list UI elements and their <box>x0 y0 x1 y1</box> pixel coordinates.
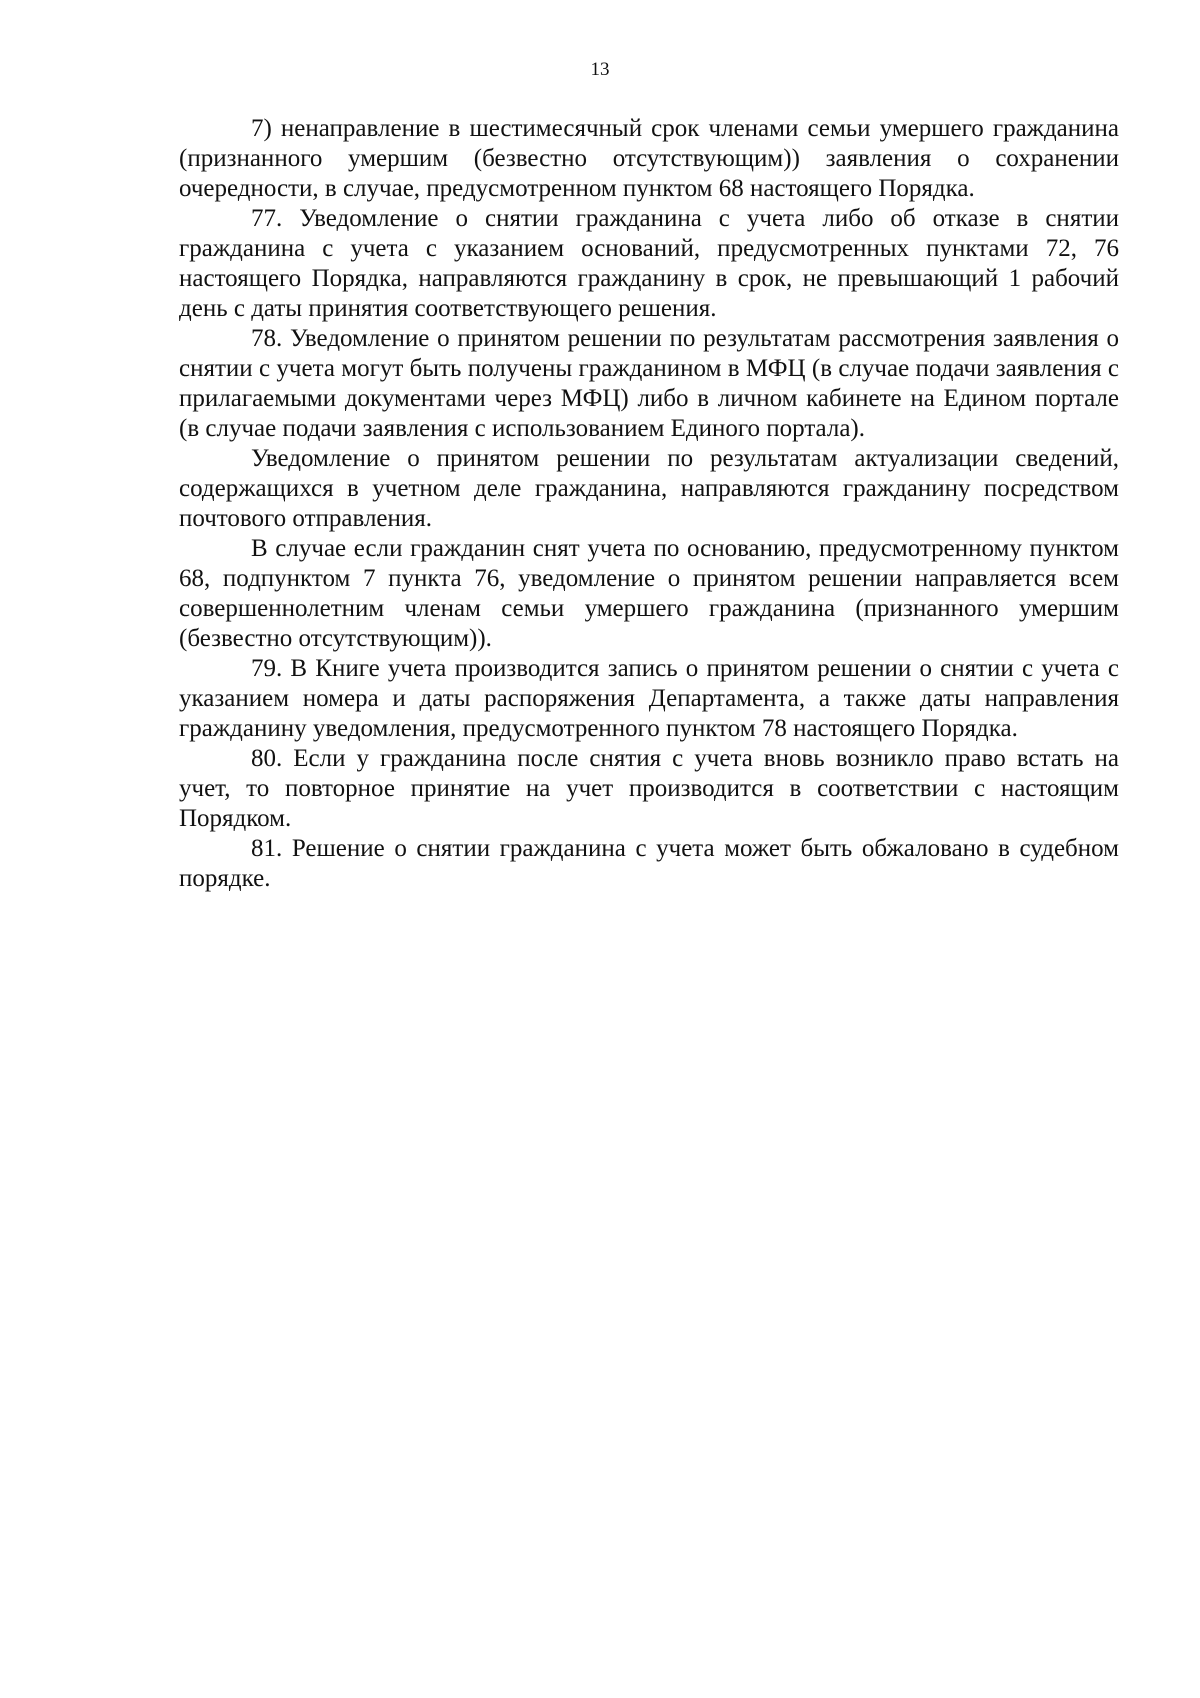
paragraph-77: 77. Уведомление о снятии гражданина с учета либо об отказе в снятии гражданина с учета с указанием оснований, предусмотренных пунктами 72, 76 настоящего Порядка, направляются гражданину в срок, не превышающий 1 рабочий день с даты принятия соответствующего решения. <box>179 205 1119 322</box>
paragraph-78: 78. Уведомление о принятом решении по результатам рассмотрения заявления о снятии с учета могут быть получены гражданином в МФЦ (в случае подачи заявления с прилагаемыми документами через МФЦ) либо в личном кабинете на Едином портале (в случае подачи заявления с использованием Единого портала). <box>179 325 1119 442</box>
paragraph-80: 80. Если у гражданина после снятия с учета вновь возникло право встать на учет, то повторное принятие на учет производится в соответствии с настоящим Порядком. <box>179 745 1119 832</box>
document-body <box>179 114 1119 894</box>
paragraph-78-family-notice: В случае если гражданин снят учета по основанию, предусмотренному пунктом 68, подпунктом 7 пункта 76, уведомление о принятом решении направляется всем совершеннолетним членам семьи умершего гражданина (признанного умершим (безвестно отсутствующим)). <box>179 535 1119 652</box>
paragraph-81: 81. Решение о снятии гражданина с учета может быть обжаловано в судебном порядке. <box>179 835 1119 892</box>
paragraph-79: 79. В Книге учета производится запись о принятом решении о снятии с учета с указанием номера и даты распоряжения Департамента, а также даты направления гражданину уведомления, предусмотренного пунктом 78 настоящего Порядка. <box>179 655 1119 742</box>
paragraph-item-7: 7) ненаправление в шестимесячный срок членами семьи умершего гражданина (признанного умершим (безвестно отсутствующим)) заявления о сохранении очередности, в случае, предусмотренном пунктом 68 настоящего Порядка. <box>179 115 1119 202</box>
paragraph-78-notice-mail: Уведомление о принятом решении по результатам актуализации сведений, содержащихся в учетном деле гражданина, направляются гражданину посредством почтового отправления. <box>179 445 1119 532</box>
page-number: 13 <box>590 59 610 80</box>
